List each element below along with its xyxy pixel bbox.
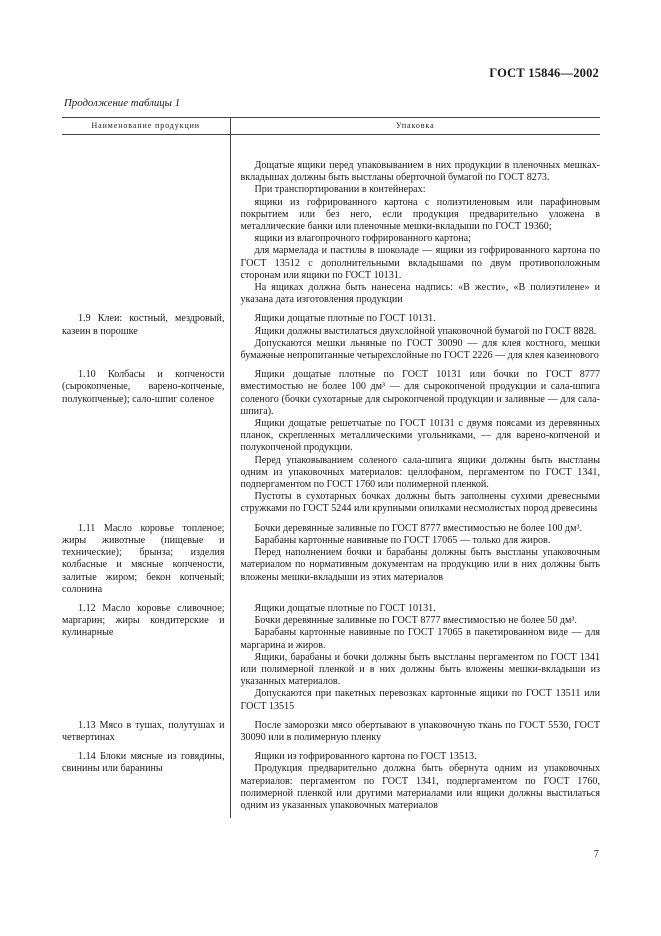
product-name-cell <box>62 720 230 751</box>
table-row <box>62 720 600 751</box>
column-header-packaging: Упаковка <box>230 118 600 135</box>
product-name: 1.10 Колбасы и копчености (сырокопченые, варено-копченые, полукопченые); сало-шпиг соленое <box>62 369 225 405</box>
packaging-cell <box>230 720 600 751</box>
standard-number: ГОСТ 15846—2002 <box>489 66 599 80</box>
table-row <box>62 313 600 369</box>
product-name: 1.12 Масло коровье сливочное; маргарин; жиры кондитерские и кулинарные <box>62 602 225 639</box>
product-name-cell <box>62 603 230 720</box>
table-continuation-caption: Продолжение таблицы 1 <box>64 97 181 109</box>
packaging-paragraph: Ящики, барабаны и бочки должны быть выстланы пергаментом по ГОСТ 1341 или полимерной пленкой и в них должны быть вложены мешки-вкладыши из указанных материалов. <box>240 651 600 688</box>
product-name-cell <box>62 523 230 603</box>
packaging-paragraph: Барабаны картонные навивные по ГОСТ 17065 в пакетированном виде — для маргарина и жиров. <box>240 627 600 651</box>
product-name: 1.11 Масло коровье топленое; жиры животные (пищевые и технические); брынза; изделия колбасные и мясные копчености, залитые жиром; бекон копченый; солонина <box>62 522 225 595</box>
table-row <box>62 603 600 720</box>
product-name-cell <box>62 135 230 314</box>
packaging-paragraph: Допускаются при пакетных перевозках картонные ящики по ГОСТ 13511 или ГОСТ 13515 <box>240 688 600 712</box>
product-name-cell <box>62 313 230 369</box>
packaging-paragraph: Бочки деревянные заливные по ГОСТ 8777 вместимостью не более 50 дм³. <box>254 615 577 627</box>
packaging-paragraph: Дощатые ящики перед упаковыванием в них продукции в пленочных мешках-вкладышах должны быть выстланы оберточной бумагой по ГОСТ 8273. <box>240 160 600 184</box>
packaging-paragraph: для мармелада и пастилы в шоколаде — ящики из гофрированного картона по ГОСТ 13512 с дополнительными вкладышами по двум противоположным сторонам или ящики по ГОСТ 10131. <box>240 245 600 281</box>
packaging-cell <box>230 369 600 522</box>
packaging-table <box>62 117 600 818</box>
packaging-paragraph: Пустоты в сухотарных бочках должны быть заполнены сухими древесными стружками по ГОСТ 5244 или крупными опилками несмолистых пород древесины <box>240 491 600 515</box>
packaging-paragraph: Ящики дощатые плотные по ГОСТ 10131 или бочки по ГОСТ 8777 вместимостью не более 100 дм³ — для сырокопченой продукции и сала-шпига соленого (бочки сухотарные для сырокопченой продукции и заливные — для сала-шпига). <box>240 369 600 417</box>
packaging-paragraph: Допускаются мешки льняные по ГОСТ 30090 — для клея костного, мешки бумажные непропитанные четырехслойные по ГОСТ 2226 — для клея казеинового <box>240 337 600 362</box>
packaging-cell <box>230 523 600 603</box>
packaging-cell <box>230 751 600 818</box>
packaging-paragraph: Ящики из гофрированного картона по ГОСТ 13513. <box>254 751 477 763</box>
packaging-paragraph: Перед наполнением бочки и барабаны должны быть выстланы упаковочным материалом по нормативным документам на продукцию или в них должны быть вложены мешки-вкладыши из этих материалов <box>240 547 600 583</box>
packaging-paragraph: Продукция предварительно должна быть обернута одним из упаковочных материалов: пергаментом по ГОСТ 1341, подпергаментом по ГОСТ 1760, полимерной пленкой или другими материалами или ящики должны выстилаться одним из указанных упаковочных материалов <box>240 763 600 811</box>
product-name: 1.13 Мясо в тушах, полутушах и четвертинах <box>62 719 225 743</box>
packaging-paragraph: Бочки деревянные заливные по ГОСТ 8777 вместимостью не более 100 дм³. <box>254 522 583 534</box>
page-number: 7 <box>593 849 599 860</box>
product-name-cell <box>62 751 230 818</box>
column-header-product: Наименование продукции <box>62 118 230 135</box>
packaging-paragraph: При транспортировании в контейнерах: <box>254 184 426 196</box>
packaging-paragraph: Ящики дощатые плотные по ГОСТ 10131. <box>254 313 436 325</box>
product-name-cell <box>62 369 230 522</box>
packaging-paragraph: ящики из влагопрочного гофрированного картона; <box>254 233 471 245</box>
packaging-cell <box>230 603 600 720</box>
product-name: 1.14 Блоки мясные из говядины, свинины или баранины <box>62 751 225 775</box>
packaging-paragraph: ящики из гофрированного картона с полиэтиленовым или парафиновым покрытием или без него, если продукция предварительно уложена в металлические банки или пленочные мешки-вкладыши по ГОСТ 19360; <box>240 196 600 233</box>
packaging-paragraph: Барабаны картонные навивные по ГОСТ 17065 — только для жиров. <box>254 534 551 546</box>
packaging-paragraph: На ящиках должна быть нанесена надпись: «В жести», «В полиэтилене» и указана дата изготовления продукции <box>240 282 600 306</box>
packaging-paragraph: Ящики должны выстилаться двухслойной упаковочной бумагой по ГОСТ 8828. <box>254 325 597 337</box>
table-row <box>62 135 600 314</box>
packaging-paragraph: Перед упаковыванием соленого сала-шпига ящики должны быть выстланы одним из упаковочных материалов: целлофаном, пергаментом по ГОСТ 1341, подпергаментом по ГОСТ 1760 или полимерной пленкой. <box>240 454 600 491</box>
packaging-paragraph: После заморозки мясо обертывают в упаковочную ткань по ГОСТ 5530, ГОСТ 30090 или в полимерную пленку <box>240 719 600 743</box>
product-name: 1.9 Клеи: костный, мездровый, казеин в порошке <box>62 313 225 337</box>
table-row <box>62 523 600 603</box>
table-row <box>62 369 600 522</box>
packaging-cell <box>230 313 600 369</box>
packaging-paragraph: Ящики дощатые плотные по ГОСТ 10131. <box>254 602 436 614</box>
packaging-cell <box>230 135 600 314</box>
table-row <box>62 751 600 818</box>
table-header-row <box>62 118 600 135</box>
packaging-paragraph: Ящики дощатые решетчатые по ГОСТ 10131 с двумя поясами из деревянных планок, скрепленных металлическими угольниками, — для варено-копченой и полукопченой продукции. <box>240 418 600 454</box>
